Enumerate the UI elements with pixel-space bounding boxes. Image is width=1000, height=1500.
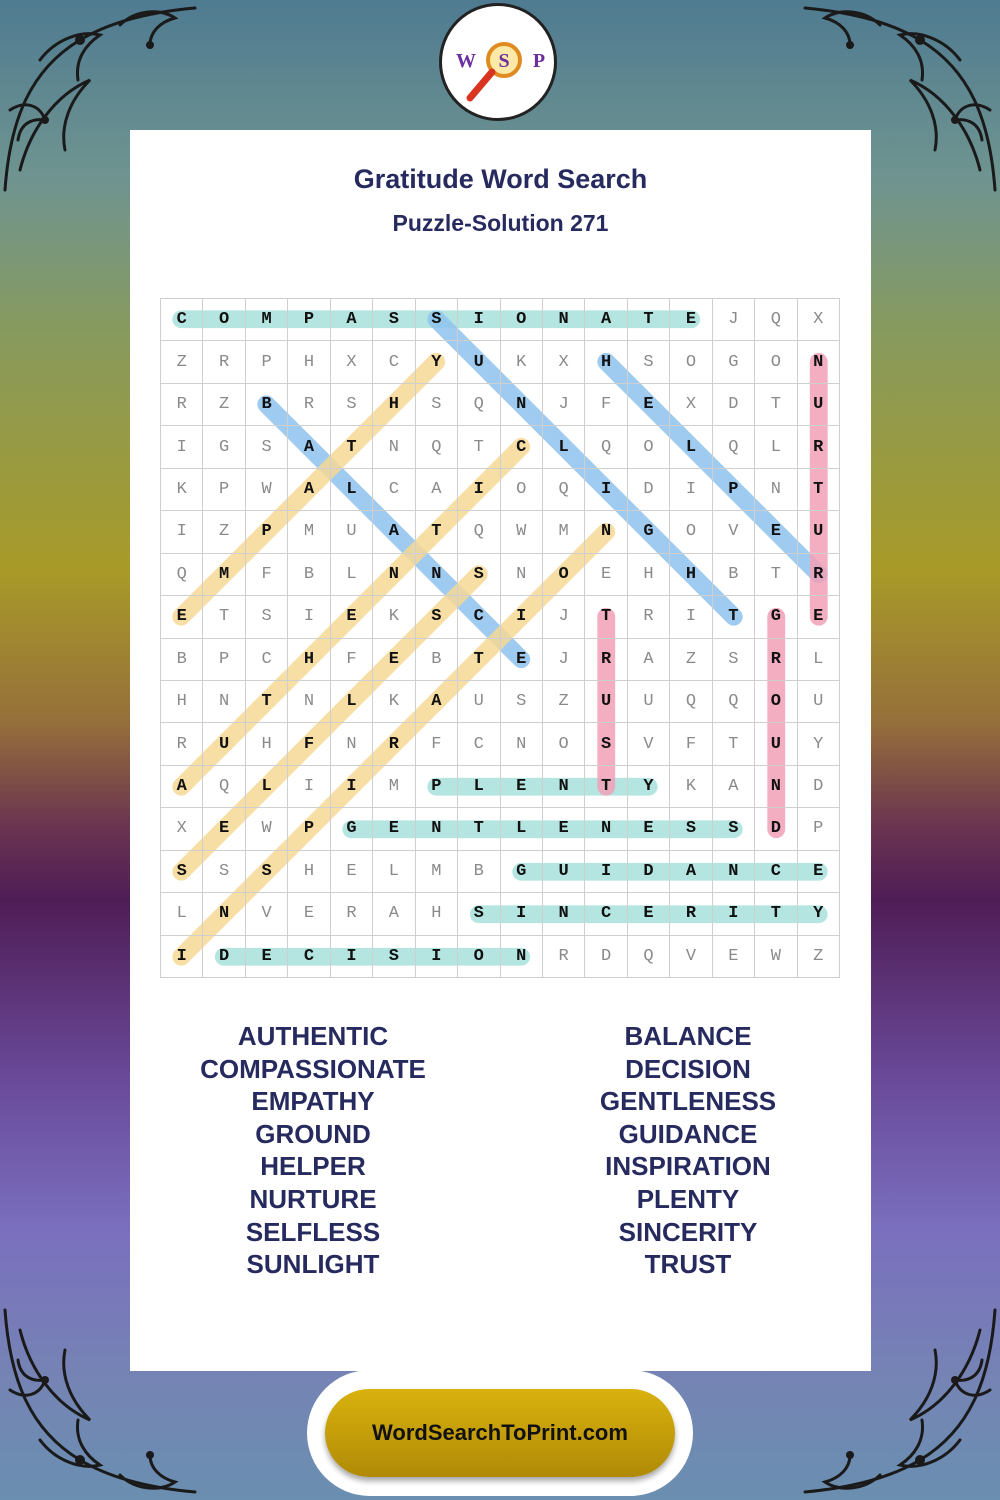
grid-cell[interactable]: E <box>543 808 585 850</box>
grid-cell[interactable]: F <box>331 639 373 681</box>
letter-grid <box>160 298 840 978</box>
grid-cell[interactable]: I <box>331 936 373 978</box>
grid-cell[interactable]: N <box>331 723 373 765</box>
page-subtitle: Puzzle-Solution 271 <box>392 210 609 236</box>
grid-cell[interactable]: I <box>585 851 627 893</box>
word-list-item: GUIDANCE <box>618 1118 758 1149</box>
grid-cell[interactable]: N <box>755 766 797 808</box>
grid-cell[interactable]: P <box>203 469 245 511</box>
grid-cell[interactable]: T <box>798 469 840 511</box>
grid-cell[interactable]: Y <box>798 893 840 935</box>
grid-cell[interactable]: Q <box>713 426 755 468</box>
grid-cell[interactable]: F <box>416 723 458 765</box>
grid-cell[interactable]: Z <box>798 936 840 978</box>
grid-cell[interactable]: O <box>670 341 712 383</box>
grid-cell[interactable]: A <box>373 893 415 935</box>
grid-cell[interactable]: E <box>670 299 712 341</box>
grid-cell[interactable]: N <box>501 384 543 426</box>
grid-cell[interactable]: S <box>246 426 288 468</box>
grid-cell[interactable]: R <box>288 384 330 426</box>
grid-cell[interactable]: S <box>416 596 458 638</box>
grid-cell[interactable]: A <box>331 299 373 341</box>
grid-cell[interactable]: T <box>585 766 627 808</box>
grid-cell[interactable]: N <box>501 723 543 765</box>
grid-cell[interactable]: B <box>416 639 458 681</box>
grid-cell[interactable]: W <box>246 469 288 511</box>
word-list-left <box>128 1020 498 1281</box>
grid-cell[interactable]: N <box>288 681 330 723</box>
grid-cell[interactable]: T <box>246 681 288 723</box>
logo-letter-w: W <box>456 50 476 72</box>
grid-cell[interactable]: T <box>458 426 500 468</box>
word-list-item: GROUND <box>255 1118 371 1149</box>
grid-cell[interactable]: M <box>416 851 458 893</box>
grid-cell[interactable]: Y <box>798 723 840 765</box>
grid-cell[interactable]: U <box>203 723 245 765</box>
grid-cell[interactable]: O <box>755 341 797 383</box>
grid-cell[interactable]: H <box>288 341 330 383</box>
grid-cell[interactable]: E <box>501 639 543 681</box>
grid-cell[interactable]: L <box>798 639 840 681</box>
grid-cell[interactable]: D <box>713 384 755 426</box>
grid-cell[interactable]: V <box>713 511 755 553</box>
puzzle-sheet <box>130 130 871 1371</box>
grid-cell[interactable]: U <box>798 681 840 723</box>
grid-cell[interactable]: I <box>288 766 330 808</box>
grid-cell[interactable]: A <box>585 299 627 341</box>
grid-cell[interactable]: D <box>628 851 670 893</box>
grid-cell[interactable]: T <box>755 893 797 935</box>
grid-cell[interactable]: I <box>288 596 330 638</box>
grid-cell[interactable]: S <box>246 851 288 893</box>
grid-cell[interactable]: A <box>373 511 415 553</box>
grid-cell[interactable]: H <box>670 554 712 596</box>
grid-cell[interactable]: E <box>161 596 203 638</box>
grid-cell[interactable]: H <box>585 341 627 383</box>
grid-cell[interactable]: T <box>713 596 755 638</box>
grid-cell[interactable]: E <box>501 766 543 808</box>
grid-cell[interactable]: U <box>543 851 585 893</box>
grid-cell[interactable]: E <box>246 936 288 978</box>
grid-cell[interactable]: S <box>373 299 415 341</box>
grid-cell[interactable]: N <box>755 469 797 511</box>
grid-cell[interactable]: S <box>246 596 288 638</box>
grid-cell[interactable]: Q <box>416 426 458 468</box>
grid-cell[interactable]: Z <box>670 639 712 681</box>
grid-cell[interactable]: J <box>543 384 585 426</box>
grid-cell[interactable]: Q <box>585 426 627 468</box>
grid-cell[interactable]: O <box>628 426 670 468</box>
grid-cell[interactable]: P <box>416 766 458 808</box>
grid-cell[interactable]: E <box>628 384 670 426</box>
grid-cell[interactable]: L <box>373 851 415 893</box>
grid-cell[interactable]: Y <box>416 341 458 383</box>
grid-cell[interactable]: R <box>543 936 585 978</box>
grid-cell[interactable]: R <box>373 723 415 765</box>
grid-cell[interactable]: C <box>458 596 500 638</box>
grid-cell[interactable]: R <box>161 723 203 765</box>
grid-cell[interactable]: H <box>288 851 330 893</box>
word-list-item: SINCERITY <box>618 1216 758 1247</box>
grid-cell[interactable]: Q <box>755 299 797 341</box>
grid-cell[interactable]: T <box>416 511 458 553</box>
grid-cell[interactable]: L <box>501 808 543 850</box>
grid-cell[interactable]: N <box>373 554 415 596</box>
grid-cell[interactable]: A <box>288 469 330 511</box>
grid-cell[interactable]: Z <box>543 681 585 723</box>
site-link-button[interactable]: WordSearchToPrint.com <box>325 1389 675 1477</box>
grid-cell[interactable]: I <box>458 469 500 511</box>
grid-cell[interactable]: E <box>373 639 415 681</box>
grid-cell[interactable]: S <box>713 639 755 681</box>
grid-cell[interactable]: N <box>416 554 458 596</box>
grid-cell[interactable]: N <box>585 511 627 553</box>
grid-cell[interactable]: C <box>373 469 415 511</box>
logo-letter-p: P <box>532 50 546 72</box>
grid-cell[interactable]: S <box>203 851 245 893</box>
grid-cell[interactable]: L <box>670 426 712 468</box>
grid-cell[interactable]: L <box>331 681 373 723</box>
grid-cell[interactable]: N <box>543 299 585 341</box>
grid-cell[interactable]: I <box>161 426 203 468</box>
grid-cell[interactable]: B <box>246 384 288 426</box>
grid-cell[interactable]: I <box>331 766 373 808</box>
magnifier-logo-icon <box>442 6 554 118</box>
grid-cell[interactable]: C <box>246 639 288 681</box>
grid-cell[interactable]: F <box>288 723 330 765</box>
grid-cell[interactable]: C <box>373 341 415 383</box>
word-list-item: COMPASSIONATE <box>200 1053 426 1084</box>
grid-cell[interactable]: R <box>331 893 373 935</box>
grid-cell[interactable]: H <box>373 384 415 426</box>
grid-cell[interactable]: M <box>203 554 245 596</box>
grid-cell[interactable]: A <box>628 639 670 681</box>
grid-cell[interactable]: H <box>246 723 288 765</box>
grid-cell[interactable]: N <box>713 851 755 893</box>
grid-cell[interactable]: B <box>161 639 203 681</box>
grid-cell[interactable]: S <box>373 936 415 978</box>
grid-cell[interactable]: U <box>458 681 500 723</box>
grid-cell[interactable]: E <box>373 808 415 850</box>
grid-cell[interactable]: H <box>288 639 330 681</box>
grid-cell[interactable]: Q <box>670 681 712 723</box>
grid-cell[interactable]: L <box>331 469 373 511</box>
grid-cell[interactable]: E <box>713 936 755 978</box>
grid-cell[interactable]: D <box>628 469 670 511</box>
grid-cell[interactable]: F <box>585 384 627 426</box>
grid-cell[interactable]: Q <box>543 469 585 511</box>
grid-cell[interactable]: E <box>585 554 627 596</box>
grid-cell[interactable]: U <box>585 681 627 723</box>
grid-cell[interactable]: D <box>755 808 797 850</box>
grid-cell[interactable]: V <box>628 723 670 765</box>
grid-cell[interactable]: S <box>331 384 373 426</box>
grid-cell[interactable]: I <box>161 936 203 978</box>
grid-cell[interactable]: K <box>161 469 203 511</box>
grid-cell[interactable]: G <box>203 426 245 468</box>
grid-cell[interactable]: B <box>713 554 755 596</box>
grid-cell[interactable]: V <box>670 936 712 978</box>
grid-cell[interactable]: T <box>458 639 500 681</box>
grid-cell[interactable]: I <box>670 469 712 511</box>
grid-cell[interactable]: S <box>416 299 458 341</box>
grid-cell[interactable]: O <box>755 681 797 723</box>
grid-cell[interactable]: S <box>713 808 755 850</box>
word-grid-area <box>160 298 840 978</box>
grid-cell[interactable]: P <box>288 808 330 850</box>
grid-cell[interactable]: D <box>203 936 245 978</box>
grid-cell[interactable]: P <box>203 639 245 681</box>
grid-cell[interactable]: U <box>458 341 500 383</box>
grid-cell[interactable]: P <box>713 469 755 511</box>
grid-cell[interactable]: T <box>458 808 500 850</box>
grid-cell[interactable]: N <box>501 554 543 596</box>
grid-cell[interactable]: A <box>288 426 330 468</box>
grid-cell[interactable]: M <box>543 511 585 553</box>
word-list-item: SUNLIGHT <box>246 1249 380 1280</box>
grid-cell[interactable]: O <box>501 469 543 511</box>
word-list-item: EMPATHY <box>251 1086 375 1117</box>
wsp-logo <box>439 3 557 121</box>
grid-cell[interactable]: I <box>585 469 627 511</box>
grid-cell[interactable]: T <box>628 299 670 341</box>
grid-cell[interactable]: T <box>755 384 797 426</box>
grid-cell[interactable]: J <box>543 596 585 638</box>
grid-cell[interactable]: I <box>501 596 543 638</box>
grid-cell[interactable]: D <box>798 766 840 808</box>
grid-cell[interactable]: L <box>458 766 500 808</box>
grid-cell[interactable]: A <box>670 851 712 893</box>
grid-cell[interactable]: S <box>161 851 203 893</box>
grid-cell[interactable]: X <box>670 384 712 426</box>
grid-cell[interactable]: O <box>670 511 712 553</box>
grid-cell[interactable]: N <box>543 766 585 808</box>
grid-cell[interactable]: B <box>458 851 500 893</box>
grid-cell[interactable]: J <box>713 299 755 341</box>
grid-cell[interactable]: O <box>543 723 585 765</box>
grid-cell[interactable]: W <box>246 808 288 850</box>
grid-cell[interactable]: R <box>670 893 712 935</box>
grid-cell[interactable]: S <box>585 723 627 765</box>
grid-cell[interactable]: W <box>755 936 797 978</box>
grid-cell[interactable]: L <box>331 554 373 596</box>
grid-cell[interactable]: N <box>798 341 840 383</box>
grid-cell[interactable]: C <box>288 936 330 978</box>
grid-cell[interactable]: G <box>501 851 543 893</box>
grid-cell[interactable]: X <box>161 808 203 850</box>
grid-cell[interactable]: Q <box>458 511 500 553</box>
grid-cell[interactable]: Z <box>203 511 245 553</box>
grid-cell[interactable]: P <box>798 808 840 850</box>
grid-cell[interactable]: U <box>798 384 840 426</box>
grid-cell[interactable]: R <box>585 639 627 681</box>
grid-cell[interactable]: R <box>798 554 840 596</box>
grid-cell[interactable]: N <box>203 681 245 723</box>
grid-cell[interactable]: N <box>501 936 543 978</box>
word-list-item: GENTLENESS <box>599 1086 777 1117</box>
grid-cell[interactable]: Q <box>628 936 670 978</box>
grid-cell[interactable]: R <box>798 426 840 468</box>
grid-cell[interactable]: L <box>161 893 203 935</box>
grid-cell[interactable]: S <box>416 384 458 426</box>
grid-cell[interactable]: E <box>755 511 797 553</box>
grid-cell[interactable]: G <box>755 596 797 638</box>
grid-cell[interactable]: K <box>501 341 543 383</box>
grid-cell[interactable]: M <box>288 511 330 553</box>
grid-cell[interactable]: B <box>288 554 330 596</box>
grid-cell[interactable]: R <box>161 384 203 426</box>
grid-cell[interactable]: G <box>331 808 373 850</box>
grid-cell[interactable]: E <box>331 596 373 638</box>
grid-cell[interactable]: T <box>331 426 373 468</box>
word-list-item: BALANCE <box>624 1021 752 1051</box>
grid-cell[interactable]: U <box>331 511 373 553</box>
grid-cell[interactable]: C <box>755 851 797 893</box>
grid-cell[interactable]: I <box>713 893 755 935</box>
grid-cell[interactable]: A <box>713 766 755 808</box>
grid-cell[interactable]: E <box>628 808 670 850</box>
grid-cell[interactable]: L <box>543 426 585 468</box>
page-title: Gratitude Word Search <box>353 164 648 194</box>
grid-cell[interactable]: C <box>458 723 500 765</box>
grid-cell[interactable]: F <box>670 723 712 765</box>
grid-cell[interactable]: Z <box>203 384 245 426</box>
grid-cell[interactable]: Q <box>161 554 203 596</box>
grid-cell[interactable]: G <box>713 341 755 383</box>
grid-cell[interactable]: Q <box>713 681 755 723</box>
word-list-right <box>503 1020 873 1281</box>
grid-cell[interactable]: P <box>246 511 288 553</box>
word-list-item: NURTURE <box>249 1183 377 1214</box>
word-list-item: HELPER <box>260 1151 366 1182</box>
grid-cell[interactable]: H <box>628 554 670 596</box>
word-list-item: DECISION <box>625 1053 751 1084</box>
grid-cell[interactable]: C <box>585 893 627 935</box>
grid-cell[interactable]: R <box>628 596 670 638</box>
grid-cell[interactable]: H <box>416 893 458 935</box>
grid-cell[interactable]: N <box>416 808 458 850</box>
grid-cell[interactable]: O <box>458 936 500 978</box>
grid-cell[interactable]: E <box>628 893 670 935</box>
grid-cell[interactable]: T <box>713 723 755 765</box>
grid-cell[interactable]: A <box>416 681 458 723</box>
grid-cell[interactable]: A <box>416 469 458 511</box>
grid-cell[interactable]: V <box>246 893 288 935</box>
grid-cell[interactable]: Z <box>161 341 203 383</box>
grid-cell[interactable]: U <box>755 723 797 765</box>
grid-cell[interactable]: E <box>798 851 840 893</box>
grid-cell[interactable]: K <box>373 596 415 638</box>
grid-cell[interactable]: X <box>331 341 373 383</box>
grid-cell[interactable]: S <box>670 808 712 850</box>
grid-cell[interactable]: A <box>161 766 203 808</box>
grid-cell[interactable]: Y <box>628 766 670 808</box>
grid-cell[interactable]: T <box>755 554 797 596</box>
grid-cell[interactable]: D <box>585 936 627 978</box>
grid-cell[interactable]: T <box>585 596 627 638</box>
grid-cell[interactable]: F <box>246 554 288 596</box>
grid-cell[interactable]: W <box>501 511 543 553</box>
grid-cell[interactable]: E <box>798 596 840 638</box>
word-list-item: PLENTY <box>636 1183 740 1214</box>
grid-cell[interactable]: C <box>501 426 543 468</box>
grid-cell[interactable]: M <box>246 299 288 341</box>
grid-cell[interactable]: C <box>161 299 203 341</box>
grid-cell[interactable]: U <box>628 681 670 723</box>
grid-cell[interactable]: O <box>203 299 245 341</box>
grid-cell[interactable]: S <box>458 893 500 935</box>
grid-cell[interactable]: E <box>331 851 373 893</box>
grid-cell[interactable]: Q <box>203 766 245 808</box>
word-list-item: SELFLESS <box>245 1216 381 1247</box>
grid-cell[interactable]: P <box>246 341 288 383</box>
grid-cell[interactable]: R <box>755 639 797 681</box>
grid-cell[interactable]: K <box>373 681 415 723</box>
grid-cell[interactable]: U <box>798 511 840 553</box>
grid-cell[interactable]: E <box>203 808 245 850</box>
grid-cell[interactable]: S <box>458 554 500 596</box>
grid-cell[interactable]: I <box>458 299 500 341</box>
grid-cell[interactable]: K <box>670 766 712 808</box>
grid-cell[interactable]: X <box>798 299 840 341</box>
logo-letter-s: S <box>498 50 510 72</box>
grid-cell[interactable]: P <box>288 299 330 341</box>
grid-cell[interactable]: S <box>628 341 670 383</box>
grid-cell[interactable]: I <box>161 511 203 553</box>
word-list-item: TRUST <box>644 1249 732 1280</box>
grid-cell[interactable]: G <box>628 511 670 553</box>
grid-cell[interactable]: O <box>501 299 543 341</box>
grid-cell[interactable]: M <box>373 766 415 808</box>
grid-cell[interactable]: I <box>416 936 458 978</box>
grid-cell[interactable]: X <box>543 341 585 383</box>
grid-cell[interactable]: T <box>203 596 245 638</box>
grid-cell[interactable]: E <box>288 893 330 935</box>
grid-cell[interactable]: N <box>203 893 245 935</box>
word-list-item: INSPIRATION <box>605 1151 771 1182</box>
word-list-item: AUTHENTIC <box>237 1021 389 1051</box>
grid-cell[interactable]: H <box>161 681 203 723</box>
grid-cell[interactable]: N <box>585 808 627 850</box>
grid-cell[interactable]: L <box>755 426 797 468</box>
grid-cell[interactable]: R <box>203 341 245 383</box>
grid-cell[interactable]: I <box>670 596 712 638</box>
grid-cell[interactable]: N <box>543 893 585 935</box>
grid-cell[interactable]: L <box>246 766 288 808</box>
grid-cell[interactable]: S <box>501 681 543 723</box>
grid-cell[interactable]: O <box>543 554 585 596</box>
grid-cell[interactable]: I <box>501 893 543 935</box>
grid-cell[interactable]: N <box>373 426 415 468</box>
grid-cell[interactable]: Q <box>458 384 500 426</box>
grid-cell[interactable]: J <box>543 639 585 681</box>
